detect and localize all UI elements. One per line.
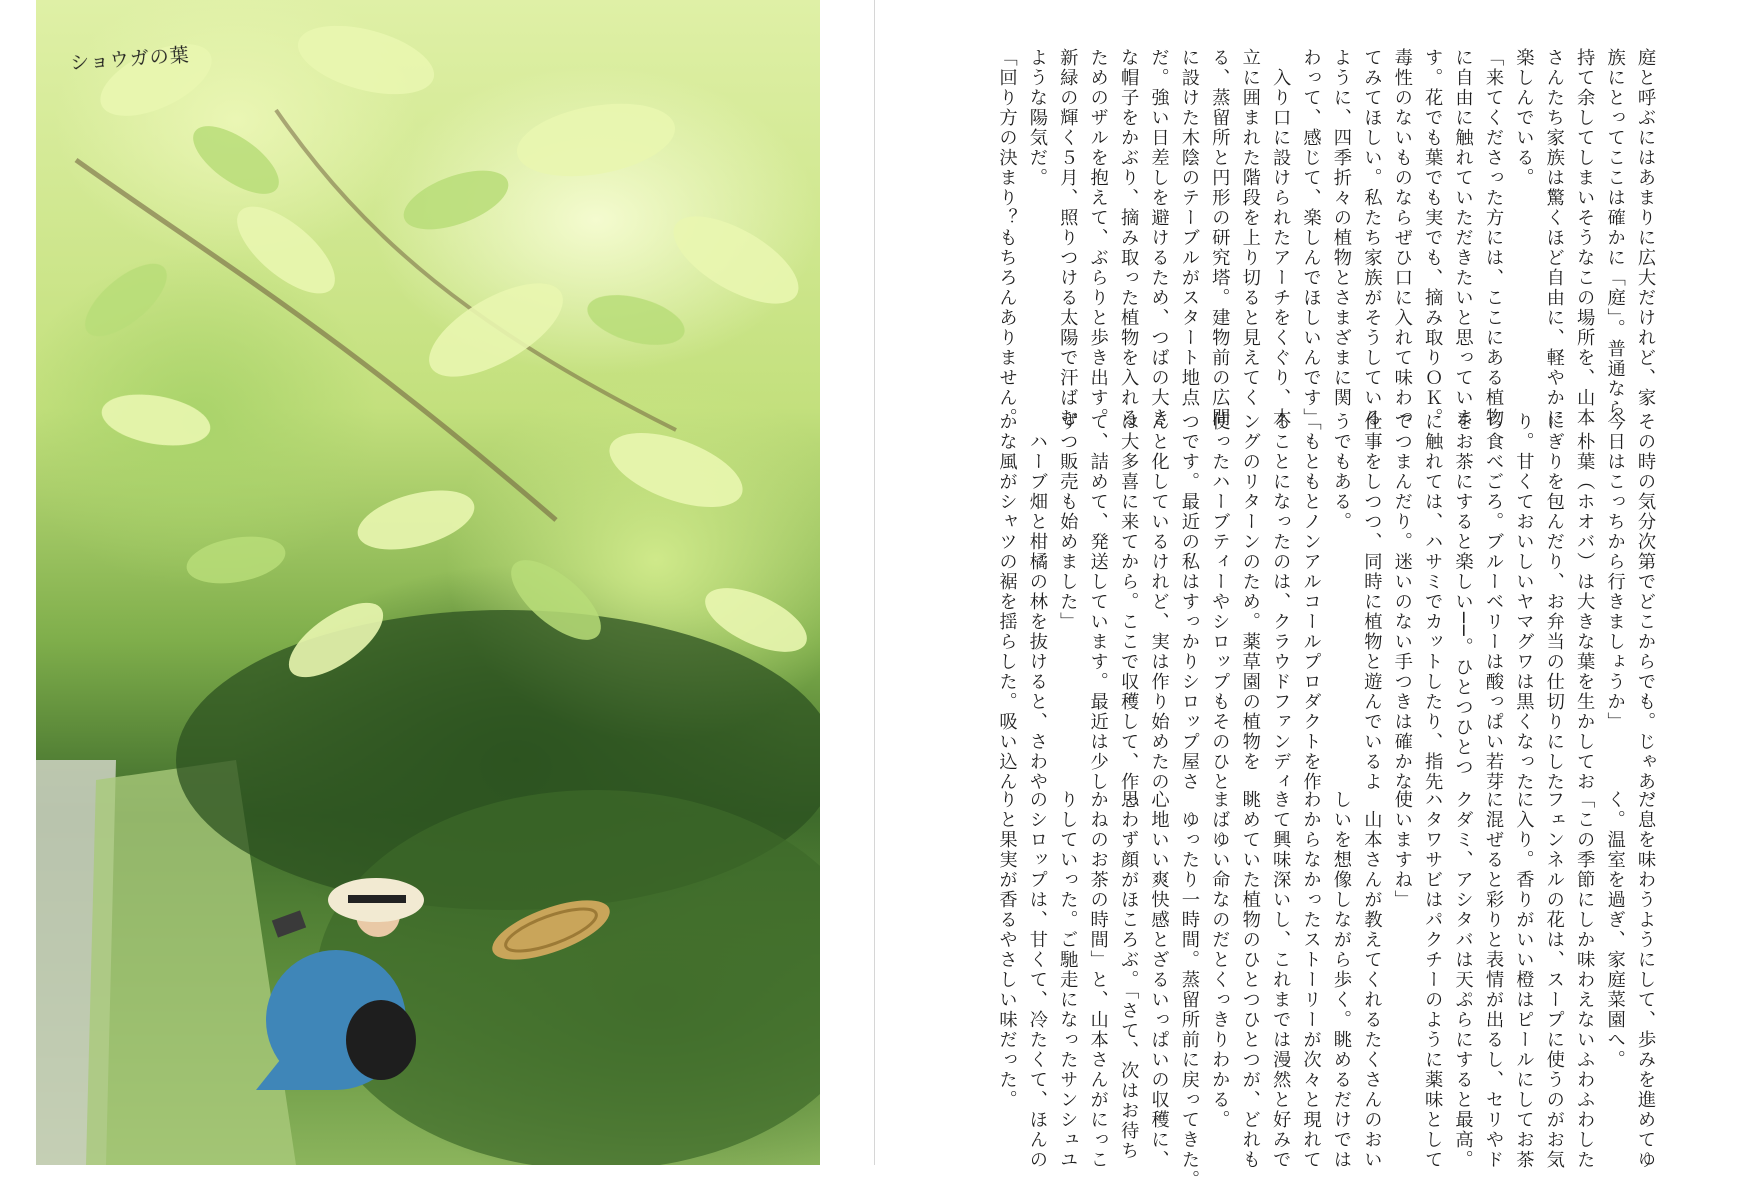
text-line: クダミ、アシタバは天ぷらにすると最高。 — [1452, 790, 1474, 1170]
text-line: す。花でも葉でも実でも、摘み取りＯＫ。 — [1422, 48, 1444, 428]
text-line: ずつ販売も始めました」 — [1057, 412, 1079, 632]
text-line: く。温室を過ぎ、家庭菜園へ。 — [1604, 790, 1626, 1070]
text-line: まばゆい命なのだとくっきりわかる。 — [1209, 790, 1231, 1130]
text-line: りと果実が香るやさしい味だった。 — [996, 790, 1018, 1110]
text-line: な帽子をかぶり、摘み取った植物を入れる — [1118, 48, 1140, 428]
text-line: 眺めていた植物のひとつひとつが、どれも — [1239, 790, 1261, 1170]
text-line: り。甘くておいしいヤマグワは黒くなった — [1513, 412, 1535, 792]
text-line: にぎりを包んだり、お弁当の仕切りにした — [1543, 412, 1565, 792]
hat-band — [348, 895, 406, 903]
text-line: 立に囲まれた階段を上り切ると見えてく — [1239, 48, 1261, 408]
foreground-leaves — [90, 13, 816, 691]
text-line: しいを想像しながら歩く。眺めるだけでは — [1330, 790, 1352, 1170]
text-line: ハーブ畑と柑橘の林を抜けると、さわや — [1026, 412, 1048, 792]
text-line: 今日はこっちから行きましょうか」 — [1604, 412, 1626, 732]
text-line: さんたち家族は驚くほど自由に、軽やかに — [1543, 48, 1565, 428]
text-line: んと化しているけれど、実は作り始めたの — [1148, 412, 1170, 792]
text-line: 新緑の輝く５月、照りつける太陽で汗ばむ — [1057, 48, 1079, 428]
garden-photo-illustration — [36, 0, 820, 1165]
text-line: ハタワサビはパクチーのように薬味として — [1422, 790, 1444, 1170]
text-line: 思わず顔がほころぶ。「さて、次はお待ち — [1118, 790, 1140, 1161]
text-line: ような陽気だ。 — [1026, 48, 1048, 188]
midground-leaves — [74, 113, 690, 653]
text-line: 楽しんでいる。 — [1513, 48, 1535, 188]
text-line: をお茶にすると楽しい──。ひとつひとつ — [1452, 412, 1474, 778]
text-line: ら食べごろ。ブルーベリーは酸っぱい若芽 — [1482, 412, 1504, 792]
text-line: 持て余してしまいそうなこの場所を、山本 — [1574, 48, 1596, 428]
text-line: 「もともとノンアルコールプロダクトを作 — [1300, 412, 1322, 792]
garden-photo — [36, 0, 820, 1165]
text-line: に触れては、ハサミでカットしたり、指先 — [1422, 412, 1444, 792]
text-line: に設けた木陰のテーブルがスタート地点 — [1178, 48, 1200, 408]
text-line: ゆったり一時間。蒸留所前に戻ってきた。 — [1178, 790, 1200, 1190]
page-gutter — [874, 0, 875, 1165]
text-line: だ。強い日差しを避けるため、つばの大き — [1148, 48, 1170, 428]
text-line: 「来てくださった方には、ここにある植物 — [1482, 48, 1504, 428]
text-line: かな風がシャツの裾を揺らした。吸い込ん — [996, 412, 1018, 792]
text-line: 毒性のないものならぜひ口に入れて味わっ — [1391, 48, 1413, 428]
text-line: かねのお茶の時間」と、山本さんがにっこ — [1087, 790, 1109, 1170]
text-line: 山本さんが教えてくれるたくさんのおい — [1361, 790, 1383, 1170]
text-line: ように、四季折々の植物とさまざまに関 — [1330, 48, 1352, 408]
text-line: に混ぜると彩りと表情が出るし、セリやド — [1482, 790, 1504, 1170]
plant-label-sign — [272, 910, 306, 937]
text-line: わって、感じて、楽しんでほしいんです」 — [1300, 48, 1322, 428]
text-line: でつまんだり。迷いのない手つきは確かな — [1391, 412, 1413, 792]
dark-pants — [346, 1000, 416, 1080]
text-line: つです。最近の私はすっかりシロップ屋さ — [1178, 412, 1200, 792]
text-line: 入り口に設けられたアーチをくぐり、木 — [1270, 48, 1292, 428]
text-line: は大多喜に来てから。ここで収穫して、作っ — [1118, 412, 1140, 812]
text-line: 「回り方の決まり？もちろんありません。 — [996, 48, 1018, 428]
text-line: うでもある。 — [1330, 412, 1352, 532]
text-line: きて興味深いし、これまでは漫然と好みで — [1270, 790, 1292, 1170]
text-line: その時の気分次第でどこからでも。じゃあ、 — [1635, 412, 1656, 812]
text-line: 心地いい爽快感とざるいっぱいの収穫に、 — [1148, 790, 1170, 1170]
text-line: 仕事をしつつ、同時に植物と遊んでいるよ — [1361, 412, 1383, 792]
text-line: りしていった。ご馳走になったサンシュユ — [1057, 790, 1079, 1170]
text-line: に入り。香りがいい橙はピールにしてお茶 — [1513, 790, 1535, 1170]
text-line: ることになったのは、クラウドファンディ — [1270, 412, 1292, 792]
text-line: 族にとってここは確かに「庭」。普通なら — [1604, 48, 1626, 419]
text-line: フェンネルの花は、スープに使うのがお気 — [1543, 790, 1565, 1170]
text-line: わからなかったストーリーが次々と現れて — [1300, 790, 1322, 1170]
article-column-top — [991, 48, 1660, 428]
text-line: ためのザルを抱えて、ぶらりと歩き出す。 — [1087, 48, 1109, 428]
article-column-bottom — [991, 790, 1660, 1190]
text-line: 庭と呼ぶにはあまりに広大だけれど、家 — [1635, 48, 1656, 408]
text-line: 使ったハーブティーやシロップもそのひと — [1209, 412, 1231, 792]
text-line: 「この季節にしか味わえないふわふわした — [1574, 790, 1596, 1170]
text-line: 使いますね」 — [1391, 790, 1413, 910]
article-column-middle — [991, 412, 1660, 812]
text-line: る、蒸留所と円形の研究塔。建物前の広間 — [1209, 48, 1231, 428]
text-line: のシロップは、甘くて、冷たくて、ほんの — [1026, 790, 1048, 1170]
text-line: に自由に触れていただきたいと思っていま — [1452, 48, 1474, 428]
text-line: てみてほしい。私たち家族がそうしている — [1361, 48, 1383, 428]
text-line: 朴葉（ホオバ）は大きな葉を生かしてお — [1574, 412, 1596, 792]
photo-caption: ショウガの葉 — [69, 43, 191, 75]
text-line: て、詰めて、発送しています。最近は少し — [1087, 412, 1109, 792]
text-line: ングのリターンのため。薬草園の植物を — [1239, 412, 1261, 772]
text-line: だ息を味わうようにして、歩みを進めてゆ — [1635, 790, 1656, 1170]
